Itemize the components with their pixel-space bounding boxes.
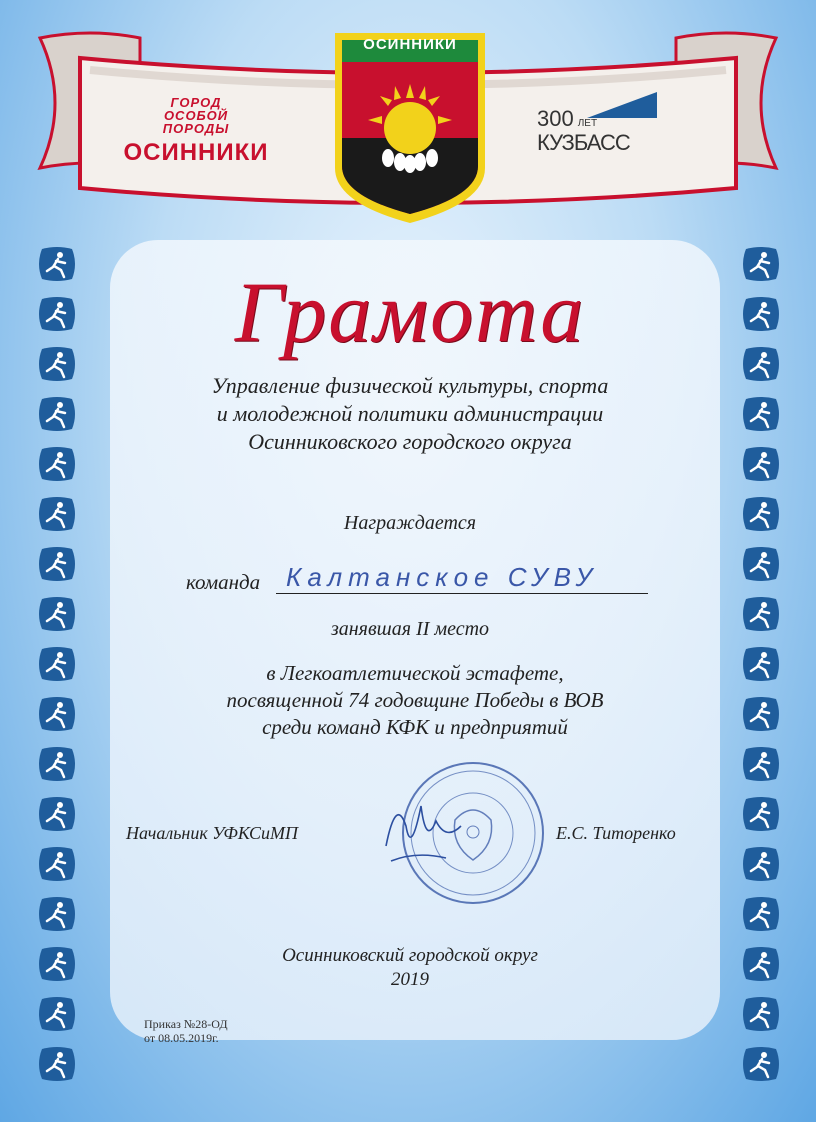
sport-icons-left bbox=[36, 245, 84, 1095]
anniversary-region: КУЗБАСС bbox=[537, 130, 630, 155]
city-slogan-line1: ГОРОД bbox=[170, 95, 222, 110]
basketball-icon bbox=[740, 745, 782, 783]
event-line2: посвященной 74 годовщине Победы в ВОВ bbox=[226, 688, 604, 712]
team-label: команда bbox=[186, 570, 261, 594]
city-slogan-line3: ПОРОДЫ bbox=[162, 121, 230, 136]
organization-line2: и молодежной политики администрации bbox=[216, 401, 604, 426]
fencer-icon bbox=[36, 945, 78, 983]
skier-icon bbox=[36, 845, 78, 883]
runner-icon bbox=[36, 995, 78, 1033]
handwritten-signature bbox=[376, 786, 476, 876]
sport-icons-right bbox=[740, 245, 788, 1095]
diver-icon bbox=[740, 895, 782, 933]
rower-icon bbox=[36, 445, 78, 483]
wrestler-icon bbox=[740, 445, 782, 483]
city-logo bbox=[96, 96, 296, 167]
discus-icon bbox=[740, 695, 782, 733]
jumper-icon bbox=[36, 395, 78, 433]
kuzbass-300-logo bbox=[537, 106, 667, 156]
skater-icon bbox=[36, 695, 78, 733]
team-row bbox=[186, 562, 656, 600]
cyclist-icon bbox=[36, 1045, 78, 1083]
team-name-handwritten: Калтанское СУВУ bbox=[286, 562, 599, 592]
certificate-title: Грамота bbox=[234, 264, 586, 360]
cyclist-icon bbox=[36, 295, 78, 333]
runner-icon bbox=[36, 245, 78, 283]
order-date: от 08.05.2019г. bbox=[144, 1031, 219, 1045]
volleyball-icon bbox=[740, 545, 782, 583]
event-line3: среди команд КФК и предприятий bbox=[262, 715, 568, 739]
archer-icon bbox=[36, 745, 78, 783]
gymnast-icon bbox=[36, 595, 78, 633]
anniversary-years: ЛЕТ bbox=[577, 118, 598, 129]
coat-of-arms-emblem bbox=[330, 28, 490, 228]
organization-line3: Осинниковского городского округа bbox=[248, 429, 572, 454]
gymnast-icon bbox=[740, 1045, 782, 1083]
volleyball-icon bbox=[740, 795, 782, 833]
swimmer-icon bbox=[36, 345, 78, 383]
city-name: ОСИННИКИ bbox=[123, 139, 269, 166]
organization-name bbox=[150, 372, 670, 456]
issue-location: Осинниковский городской округ bbox=[282, 945, 538, 966]
bike-icon bbox=[740, 995, 782, 1033]
event-line1: в Легкоатлетической эстафете, bbox=[266, 661, 564, 685]
place-text: занявшая II место bbox=[330, 618, 490, 640]
hurdler-icon bbox=[36, 895, 78, 933]
wrestler-icon bbox=[36, 645, 78, 683]
swimmer-icon bbox=[740, 295, 782, 333]
tennis-icon bbox=[740, 395, 782, 433]
event-description bbox=[190, 660, 640, 741]
order-number: Приказ №28-ОД bbox=[144, 1017, 228, 1031]
emblem-title: ОСИННИКИ bbox=[363, 36, 457, 53]
athlete-icon bbox=[740, 845, 782, 883]
kayak-icon bbox=[740, 245, 782, 283]
organization-line1: Управление физической культуры, спорта bbox=[211, 373, 609, 398]
athlete-icon bbox=[36, 545, 78, 583]
judo-icon bbox=[740, 495, 782, 533]
issue-year: 2019 bbox=[391, 969, 429, 990]
team-underline bbox=[276, 593, 648, 594]
weightlifter-icon bbox=[740, 595, 782, 633]
order-reference bbox=[144, 1017, 228, 1045]
kayaker-icon bbox=[36, 795, 78, 833]
ski-icon bbox=[740, 945, 782, 983]
anniversary-number: 300 bbox=[537, 106, 574, 131]
signatory-title: Начальник УФКСиМП bbox=[126, 823, 298, 843]
cyclist-icon bbox=[740, 645, 782, 683]
city-slogan-line2: ОСОБОЙ bbox=[163, 108, 229, 123]
sprinter-icon bbox=[36, 495, 78, 533]
signatory-name: Е.С. Титоренко bbox=[556, 823, 676, 843]
issue-place-year bbox=[230, 944, 590, 992]
football-icon bbox=[740, 345, 782, 383]
award-text: Награждается bbox=[343, 512, 477, 534]
